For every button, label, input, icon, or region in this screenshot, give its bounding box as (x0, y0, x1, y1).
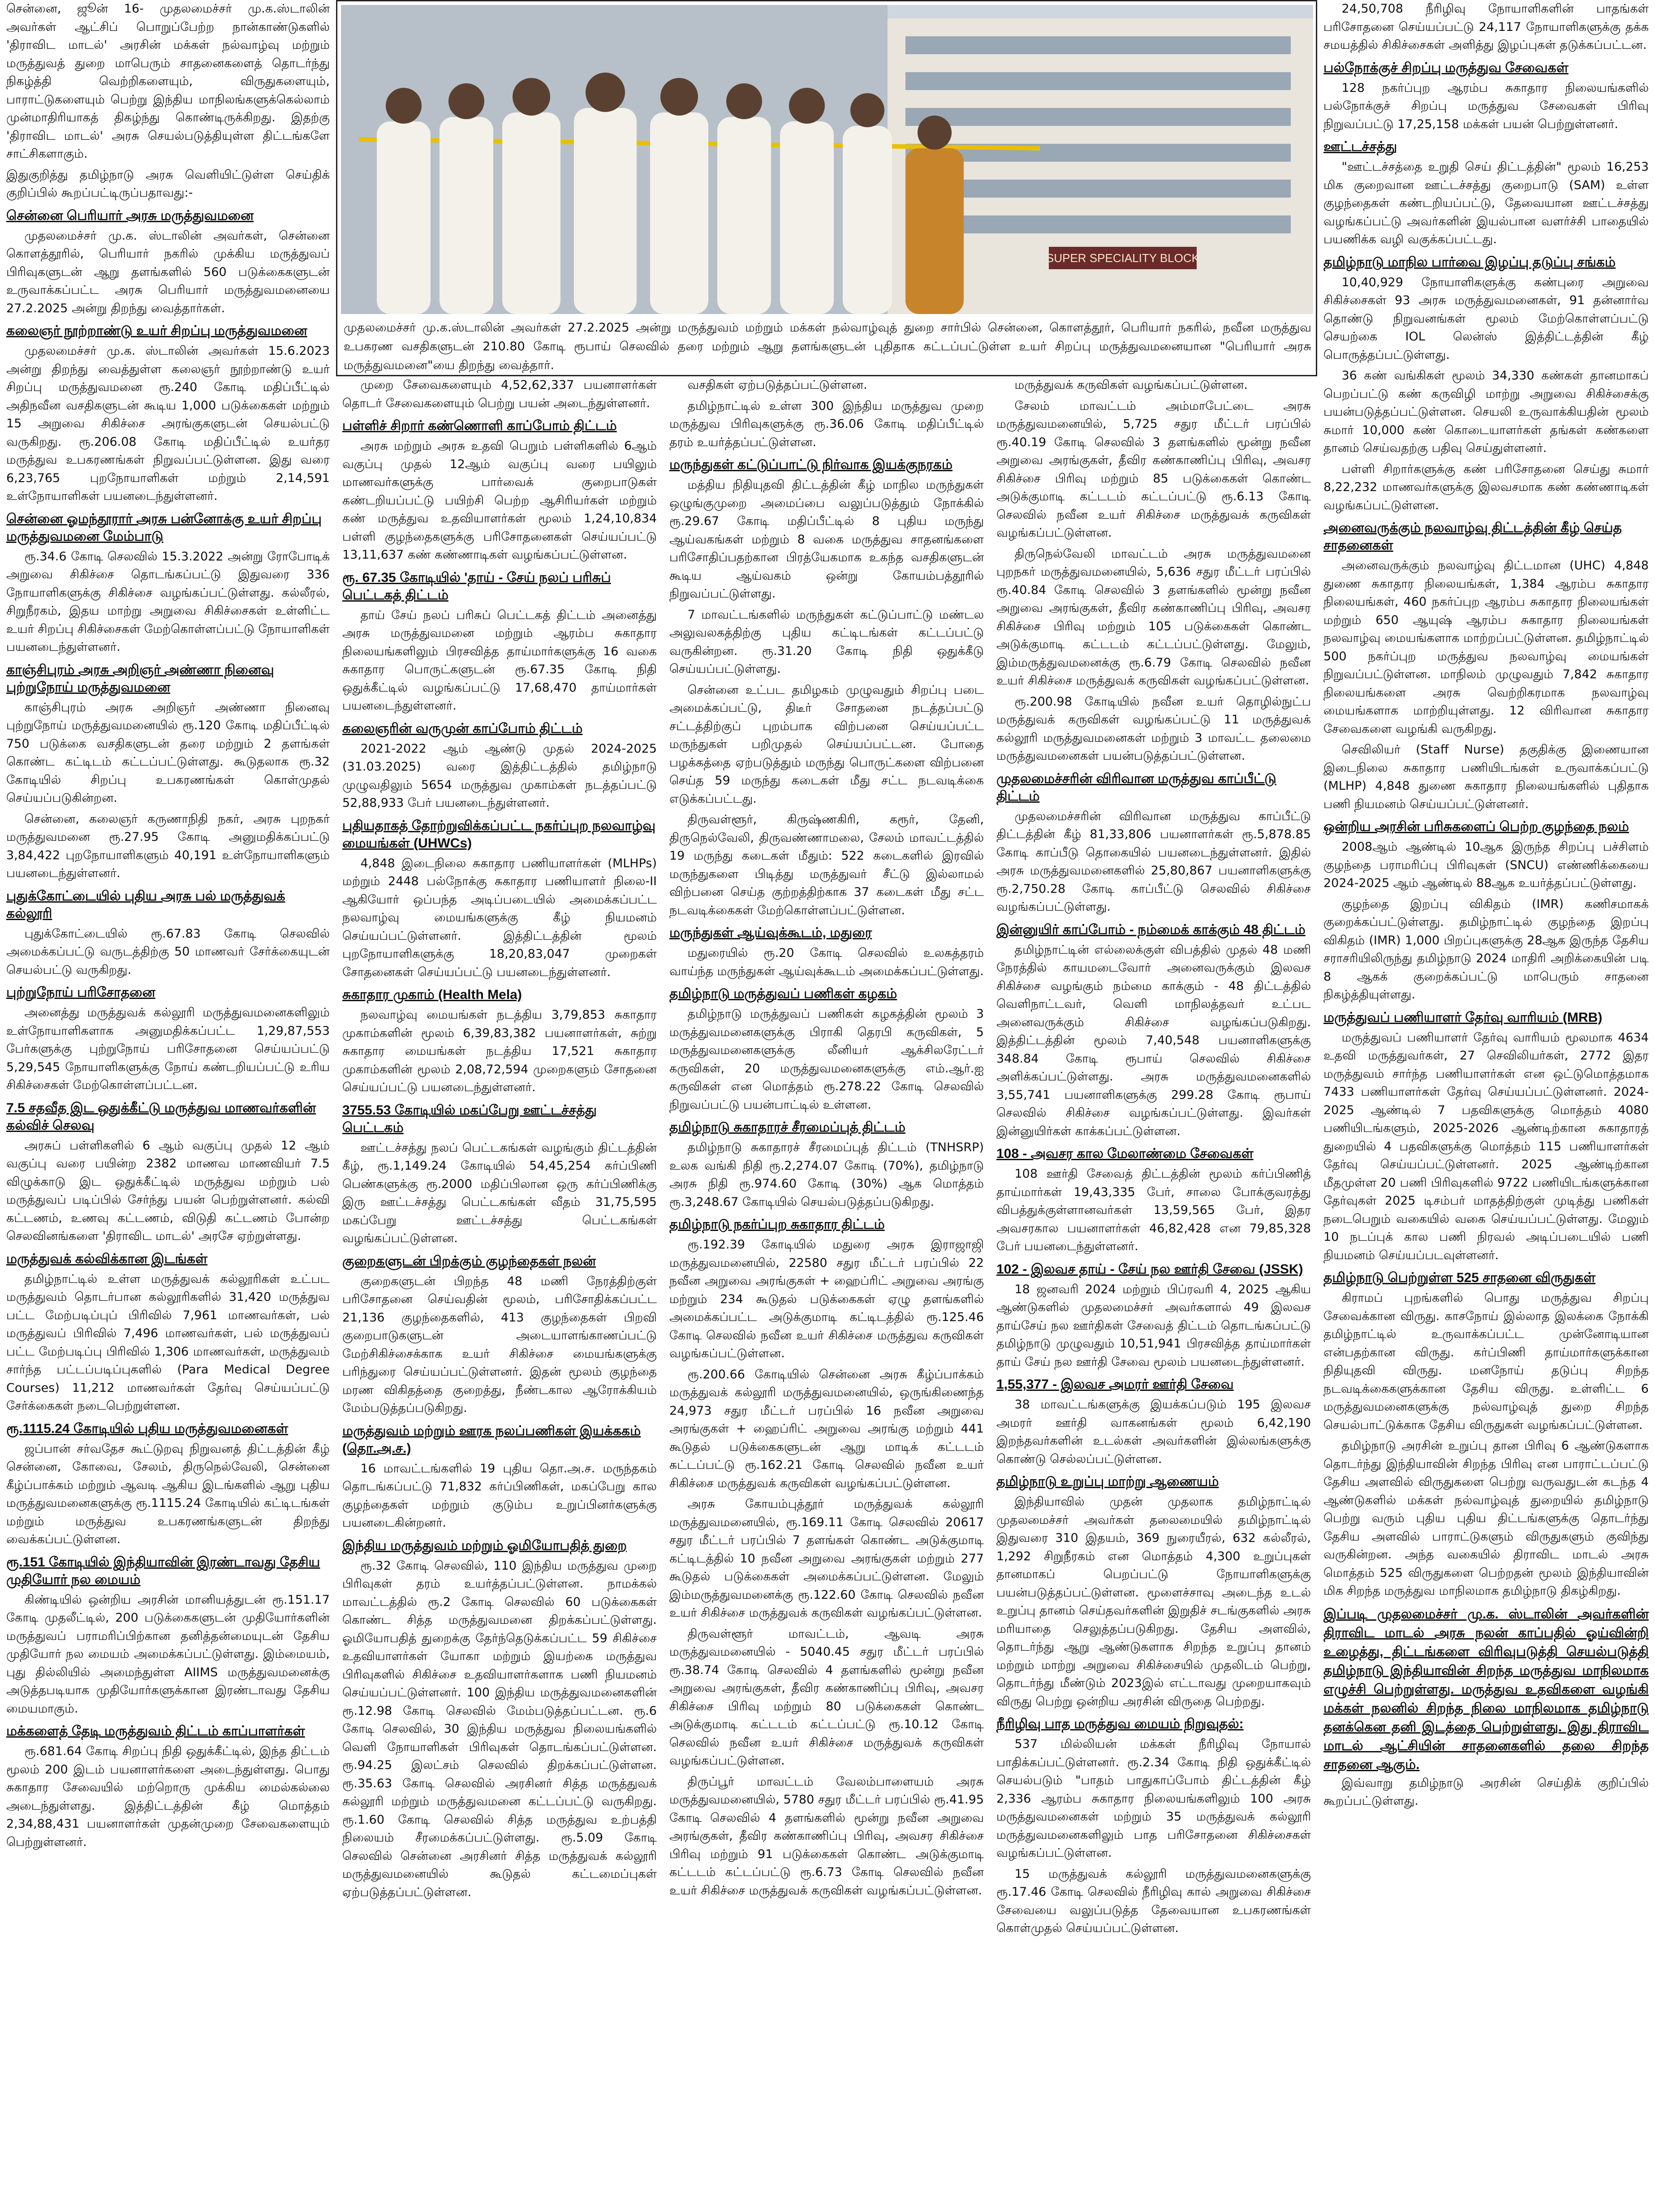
article-paragraph: திருநெல்வேலி மாவட்டம் அரசு மருத்துவமனை புறநகர் மருத்துவமனையில், 5,636 சதுர மீட்டர் பரப்பில் ரூ.40.84 கோடி செலவில் 3 தளங்களில் மூன்று நவீன அறுவை அரங்குகள், தீவிர கண்காணிப்பு பிரிவு, அவசர சிகிச்சை பிரிவு மற்றும் 105 படுக்கைகள் கொண்ட அடுக்குமாடி கட்டடம் கட்டப்பட்டுள்ளது. மேலும், இம்மருத்துவமனைக்கு ரூ.6.79 கோடி செலவில் நவீன உயர் சிகிச்சை மருத்துவக் கருவிகள் வழங்கப்பட்டுள்ளன. (996, 547, 1311, 688)
section-heading: தமிழ்நாடு சுகாதாரச் சீரமைப்புத் திட்டம் (669, 1120, 905, 1135)
article-paragraph: தாய் சேய் நலப் பரிசுப் பெட்டகத் திட்டம் அனைத்து அரசு மருத்துவமனை மற்றும் ஆரம்ப சுகாதார நிலையங்களிலும் பிரசவித்த தாய்மார்களுக்கு 16 வகை சுகாதார பொருட்களுடன் ரூ.67.35 கோடி நிதி ஒதுக்கீட்டில் வழங்கப்பட்டு 17,68,470 தாய்மார்கள் பயனடைந்துள்ளனர். (342, 608, 657, 713)
building-sign: SUPER SPECIALITY BLOCK (1046, 251, 1199, 265)
article-paragraph: 4,848 இடைநிலை சுகாதார பணியாளர்கள் (MLHPs) மற்றும் 2448 பல்நோக்கு சுகாதார பணியாளர் நிலை-II ஆகியோர் ஒப்பந்த அடிப்படையில் அமைக்கப்பட்ட நலவாழ்வு மையங்களுக்கு கீழ் நியமனம் செய்யப்பட்டுள்ளனர். இத்திட்டத்தின் மூலம் புறநோயாளிகளுக்கு 18,20,83,047 முறைகள் சோதனைகள் செய்யப்பட்டு பயனடைந்துள்ளனர். (342, 856, 657, 979)
article-paragraph: குழந்தை இறப்பு விகிதம் (IMR) கணிசமாகக் குறைக்கப்பட்டுள்ளது. தமிழ்நாட்டில் குழந்தை இறப்பு விகிதம் (IMR) 1,000 பிறப்புகளுக்கு 28ஆக இருந்த தேசிய சராசரியிலிருந்து தமிழ்நாடு 2024 மாதிரி அறிக்கையின் படி 8 ஆகக் குறைக்கப்பட்டு மாபெரும் சாதனை நிகழ்த்தியுள்ளது. (1323, 897, 1649, 1002)
article-paragraph: பள்ளி சிறார்களுக்கு கண் பரிசோதனை செய்து சுமார் 8,22,232 மாணவர்களுக்கு இலவசமாக கண் கண்ணாடிகள் வழங்கப்பட்டுள்ளன. (1323, 462, 1649, 512)
section-heading: பள்ளிச் சிறார் கண்ணொளி காப்போம் திட்டம் (342, 418, 617, 433)
section-heading: ஒன்றிய அரசின் பரிசுகளைப் பெற்ற குழந்தை நலம் (1323, 819, 1629, 834)
article-paragraph: திருவள்ளூர் மாவட்டம், ஆவடி அரசு மருத்துவமனையில் - 5040.45 சதுர மீட்டர் பரப்பில் ரூ.38.74 கோடி செலவில் 4 தளங்களில் மூன்று நவீன அறுவை அரங்குகள், தீவிர கண்காணிப்பு பிரிவு, அவசர சிகிச்சை பிரிவு மற்றும் 80 படுக்கைகள் கொண்ட அடுக்குமாடி கட்டடம் கட்டப்பட்டு ரூ.10.12 கோடி செலவில் நவீன உயர் சிகிச்சை மருத்துவக் கருவிகள் வழங்கப்பட்டுள்ளன. (669, 1627, 984, 1768)
section-heading: முதலமைச்சரின் விரிவான மருத்துவ காப்பீட்டு திட்டம் (996, 771, 1276, 804)
article-paragraph: தமிழ்நாடு சுகாதாரச் சீரமைப்புத் திட்டம் (TNHSRP) உலக வங்கி நிதி ரூ.2,274.07 கோடி (70%), தமிழ்நாடு அரசு நிதி ரூ.974.60 கோடி (30%) ஆக மொத்தம் ரூ.3,248.67 கோடியில் செயல்படுத்தப்படுகிறது. (669, 1140, 984, 1209)
article-paragraph: சென்னை உட்பட தமிழகம் முழுவதும் சிறப்பு படை அமைக்கப்பட்டு, திடீர் சோதனை நடத்தப்பட்டு சட்டத்திற்குப் புறம்பாக விற்பனை செய்யப்பட்ட மருந்துகள் பறிமுதல் செய்யப்பட்டன. போதை பழக்கத்தை ஏற்படுத்தும் மருந்து பொருட்களை விற்பனை செய்த 59 மருந்து கடைகள் மீது சட்ட நடவடிக்கை எடுக்கப்பட்டது. (669, 683, 984, 806)
article-paragraph: புதுக்கோட்டையில் ரூ.67.83 கோடி செலவில் அமைக்கப்பட்டு வருடத்திற்கு 50 மாணவர் சேர்க்கையுடன் செயல்பட்டு வருகிறது. (6, 926, 330, 977)
article-paragraph: தமிழ்நாடு மருத்துவப் பணிகள் கழகத்தின் மூலம் 3 மருத்துவமனைகளுக்கு பிராகி தெரபி கருவிகள், 5 மருத்துவமனைகளுக்கு லீனியர் ஆக்சிலரேட்டர் கருவிகள், 20 மருத்துவமனைகளுக்கு எம்.ஆர்.ஐ கருவிகள் என மொத்தம் ரூ.278.22 கோடி செலவில் நிறுவப்பட்டு பயன்பாட்டில் உள்ளன. (669, 1007, 984, 1112)
article-paragraph: 108 ஊர்தி சேவைத் திட்டத்தின் மூலம் கர்ப்பிணித் தாய்மார்கள் 19,43,335 பேர், சாலை போக்குவரத்து விபத்துக்குள்ளானவர்கள் 13,59,565 பேர், இதர அவசரகால பயனாளர்கள் 46,82,428 என 79,85,328 பேர் பயனடைந்துள்ளனர். (996, 1167, 1311, 1253)
article-paragraph: 128 நகர்ப்புற ஆரம்ப சுகாதார நிலையங்களில் பல்நோக்குச் சிறப்பு மருத்துவ சேவைகள் பிரிவு நிறுவப்பட்டு 17,25,158 மக்கள் பயன் பெற்றுள்ளனர். (1323, 81, 1649, 131)
article-paragraph: 18 ஜனவரி 2024 மற்றும் பிப்ரவரி 4, 2025 ஆகிய ஆண்டுகளில் முதலமைச்சர் அவர்களால் 49 இலவச தாய்சேய் நல ஊர்திகள் சேவைத் திட்டம் தொடங்கப்பட்டு தமிழ்நாடு முழுவதும் 10,51,941 பிரசவித்த தாய்மார்கள் தாய் சேய் நல ஊர்தி சேவை மூலம் பயனடைந்துள்ளனர். (996, 1282, 1311, 1369)
article-paragraph: ரூ.200.98 கோடியில் நவீன உயர் தொழில்நுட்ப மருத்துவக் கருவிகள் வழங்கப்பட்டு 11 மருத்துவக் கல்லூரி மருத்துவமனைகள் மற்றும் 3 மாவட்ட தலைமை மருத்துவமனைகள் பயன்படுத்தப்பட்டுள்ளன. (996, 694, 1311, 763)
article-paragraph: அரசு மற்றும் அரசு உதவி பெறும் பள்ளிகளில் 6ஆம் வகுப்பு முதல் 12ஆம் வகுப்பு வரை பயிலும் மாணவர்களுக்கு பார்வைக் குறைபாடுகள் கண்டறியப்பட்டு பயிற்சி பெற்ற ஆசிரியர்கள் மற்றும் கண் மருத்துவ உதவியாளர்கள் மூலம் 1,24,10,834 பள்ளி குழந்தைகளுக்கு பரிசோதனைகள் செய்யப்பட்டு 13,11,637 கண் கண்ணாடிகள் வழங்கப்பட்டுள்ளன. (342, 439, 657, 562)
article-paragraph: "ஊட்டச்சத்தை உறுதி செய் திட்டத்தின்" மூலம் 16,253 மிக குறைவான ஊட்டச்சத்து குறைபாடு (SAM) உள்ள குழந்தைகள் கண்டறியப்பட்டு, தேவையான ஊட்டச்சத்து வழங்கப்பட்டு அவர்களின் இயல்பான வளர்ச்சி பாதையில் பயணிக்க வழி வகுக்கப்பட்டது. (1323, 160, 1649, 246)
official-in-saree (905, 148, 964, 314)
article-paragraph: ரூ.200.66 கோடியில் சென்னை அரசு கீழ்ப்பாக்கம் மருத்துவக் கல்லூரி மருத்துவமனையில், ஒருங்கிணைந்த 24,973 சதுர மீட்டர் பரப்பில் 16 நவீன அறுவை அரங்குகள் + ஹைப்ரிட் அறுவை அரங்கு மற்றும் 441 கூடுதல் படுக்கைகளுடன் ஆறு மாடிக் கட்டடம் கட்டப்பட்டு ரூ.162.21 கோடி செலவில் நவீன உயர் சிகிச்சை மருத்துவக் கருவிகள் வழங்கப்பட்டுள்ளன. (669, 1367, 984, 1490)
article-paragraph: அனைவருக்கும் நலவாழ்வு திட்டமான (UHC) 4,848 துணை சுகாதார நிலையங்கள், 1,384 ஆரம்ப சுகாதார நிலையங்கள், 460 நகர்ப்புற ஆரம்ப சுகாதார நிலையங்கள் மற்றும் 650 ஆயுஷ் ஆரம்ப சுகாதார நிலையங்கள் நலவாழ்வு மையங்களாக மாற்றப்பட்டுள்ளன. தமிழ்நாட்டில் 500 நகர்ப்புற மருத்துவ நலவாழ்வு மையங்கள் நிறுவப்பட்டுள்ளன. மாநிலம் முழுவதும் 7,842 சுகாதார நிலையங்களை அரசு வெற்றிகரமாக நலவாழ்வு மையங்களாக மாற்றியுள்ளது. 12 விரிவான சுகாதார சேவைகளை வழங்கி வருகிறது. (1323, 559, 1649, 736)
section-heading: தமிழ்நாடு மாநில பார்வை இழப்பு தடுப்பு சங்கம் (1323, 254, 1616, 270)
section-heading: 102 - இலவச தாய் - சேய் நல ஊர்தி சேவை (JSSK) (996, 1261, 1303, 1277)
article-paragraph: 537 மில்லியன் மக்கள் நீரிழிவு நோயால் பாதிக்கப்பட்டுள்ளனர். ரூ.2.34 கோடி நிதி ஒதுக்கீட்டில் செயல்படும் "பாதம் பாதுகாப்போம் திட்டத்தின் கீழ் 2,336 ஆரம்ப சுகாதார நிலையங்களிலும் 100 அரசு மருத்துவமனைகள் மற்றும் 35 மருத்துவக் கல்லூரி மருத்துவமனைகளிலும் பாத பரிசோதனை சிகிச்சைகள் வழங்கப்பட்டுள்ளன. (996, 1737, 1311, 1860)
section-heading: பல்நோக்குச் சிறப்பு மருத்துவ சேவைகள் (1323, 60, 1569, 75)
article-paragraph: சென்னை, ஜூன் 16- முதலமைச்சர் மு.க.ஸ்டாலின் அவர்கள் ஆட்சிப் பொறுப்பேற்ற நான்காண்டுகளில் 'திராவிட மாடல்' அரசின் மக்கள் நல்வாழ்வு மற்றும் மருத்துவத் துறை மாபெரும் சாதனைகளைத் தொடர்ந்து நிகழ்த்தி வெற்றிகளையும், விருதுகளையும், பாராட்டுகளையும் பெற்று இந்திய மாநிலங்களுக்கெல்லாம் முன்மாதிரியாகத் திகழ்ந்து கொண்டிருக்கிறது. இதற்கு 'திராவிட மாடல்' அரசு செயல்படுத்தியுள்ள திட்டங்களே சாட்சிகளாகும். (6, 2, 330, 161)
article-paragraph: தமிழ்நாட்டில் உள்ள மருத்துவக் கல்லூரிகள் உட்பட மருத்துவம் தொடர்பான கல்லூரிகளில் 31,420 மருத்துவ பட்ட மேற்படிப்புப் பிரிவில் 7,961 மாணவர்கள், பல் மருத்துவப் பிரிவில் 7,496 மாணவர்கள், பல் மருத்துவப் பட்ட மேற்படிப்பு பிரிவில் 1,306 மாணவர்கள், மருத்துவம் சார்ந்த பட்டப்படிப்புகளில் (Para Medical Degree Courses) 11,212 மாணவர்கள் தேர்வு செய்யப்பட்டு சேர்க்கைகள் நடைபெற்றுள்ளன. (6, 1272, 330, 1413)
section-heading: புற்றுநோய் பரிசோதனை (6, 985, 155, 1000)
column-3 (663, 376, 990, 2212)
section-heading: மருத்துவப் பணியாளர் தேர்வு வாரியம் (MRB) (1323, 1010, 1603, 1025)
article-paragraph: தமிழ்நாடு அரசின் உறுப்பு தான பிரிவு 6 ஆண்டுகளாக தொடர்ந்து இந்தியாவின் சிறந்த பிரிவு என பாராட்டப்பட்டு தேசிய அளவில் விருதுகளை பெற்று வருவதுடன் கடந்த 4 ஆண்டுகளில் மக்கள் நல்வாழ்வுத் துறையில் தமிழ்நாடு பெற்று வரும் புதிய புதிய திட்டங்களுக்கு தொடர்ந்து தேசிய அளவில் பாராட்டுகளும் விருதுகளும் குவிந்து வருகின்றன. அந்த வகையில் திராவிட மாடல் அரசு மொத்தம் 525 விருதுகளை பெற்றதன் மூலம் இந்தியாவின் மிக சிறந்த மருத்துவ மாநிலமாக தமிழ்நாடு திகழ்கிறது. (1323, 1439, 1649, 1598)
article-paragraph: 16 மாவட்டங்களில் 19 புதிய தொ.அ.ச. மருந்தகம் தொடங்கப்பட்டு 71,832 கர்ப்பிணிகள், மகப்பேறு கால குழந்தைகள் மற்றும் குடும்ப உறுப்பினர்களுக்கு பயனடைகின்றனர். (342, 1461, 657, 1530)
article-paragraph: இவ்வாறு தமிழ்நாடு அரசின் செய்திக் குறிப்பில் கூறப்பட்டுள்ளது. (1323, 1776, 1649, 1808)
article-paragraph: 15 மருத்துவக் கல்லூரி மருத்துவமனைகளுக்கு ரூ.17.46 கோடி செலவில் நீரிழிவு கால் அறுவை சிகிச்சை சேவையை வலுப்படுத்த தேவையான உபகரணங்கள் கொள்முதல் செய்யப்பட்டுள்ளன. (996, 1867, 1311, 1935)
section-heading: 7.5 சதவீத இட ஒதுக்கீட்டு மருத்துவ மாணவர்களின் கல்விச் செலவு (6, 1100, 316, 1133)
section-heading: ரூ. 67.35 கோடியில் 'தாய் - சேய் நலப் பரிசுப் பெட்டகத் திட்டம் (342, 570, 611, 602)
section-heading: ரூ.1115.24 கோடியில் புதிய மருத்துவமனைகள் (6, 1421, 289, 1436)
article-paragraph: இந்தியாவில் முதன் முதலாக தமிழ்நாட்டில் முதலமைச்சர் அவர்கள் தலைமையில் தமிழ்நாட்டில் இதுவரை 310 இதயம், 369 நுரையீரல், 632 கல்லீரல், 1,292 சிறுநீரகம் என மொத்தம் 4,300 உறுப்புகள் தானமாகப் பெறப்பட்டு நோயாளிகளுக்கு பயன்படுத்தப்பட்டுள்ளன. மூளைச்சாவு அடைந்த உடல் உறுப்பு தானம் செய்தவர்களின் இறுதிச் சடங்குகளில் அரசு மரியாதை செலுத்தப்படுகிறது. தேசிய அளவில், தொடர்ந்து ஆறு ஆண்டுகளாக சிறந்த உறுப்பு தானம் மற்றும் மாற்று அறுவை சிகிச்சையில் முதலிடம் பெற்று, தொடர்ந்து மீண்டும் 2023இல் எட்டாவது முறையாகவும் விருது பெற்று ஒன்றிய அரசின் விருதை பெற்றது. (996, 1495, 1311, 1708)
section-heading: கலைஞரின் வருமுன் காப்போம் திட்டம் (342, 721, 583, 736)
dignitaries-group (377, 108, 892, 314)
article-paragraph: காஞ்சிபுரம் அரசு அறிஞர் அண்ணா நினைவு புற்றுநோய் மருத்துவமனையில் ரூ.120 கோடி மதிப்பீட்டில் 750 படுக்கை வசதிகளுடன் தரை மற்றும் 2 தளங்கள் கொண்ட கட்டிடம் கட்டப்பட்டுள்ளது. கூடுதலாக ரூ.32 கோடியில் சிறப்பு உபகரணங்கள் கொள்முதல் செய்யப்படுகின்றன. (6, 700, 330, 805)
section-heading: மக்களைத் தேடி மருத்துவம் திட்டம் காப்பாளர்கள் (6, 1724, 305, 1739)
section-heading: மருத்துவக் கல்விக்கான இடங்கள் (6, 1251, 208, 1266)
article-paragraph: ஜப்பான் சர்வதேச கூட்டுறவு நிறுவனத் திட்டத்தின் கீழ் சென்னை, கோவை, சேலம், திருநெல்வேலி, சென்னை கீழ்ப்பாக்கம் மற்றும் ஆவடி ஆகிய இடங்களில் ஆறு புதிய மருத்துவமனைகளுக்கு ரூ.1115.24 கோடியில் கட்டிடங்கள் மற்றும் மருத்துவ உபகரணங்களுடன் திறந்து வைக்கப்பட்டுள்ளன. (6, 1442, 330, 1546)
article-paragraph: 36 கண் வங்கிகள் மூலம் 34,330 கண்கள் தானமாகப் பெறப்பட்டு கண் கருவிழி மாற்று அறுவை சிகிச்சைக்கு பயன்படுத்தப்பட்டுள்ளன. செயலி உருவாக்கியதின் மூலம் சுமார் 10,000 கண் கொடையாளர்கள் தங்கள் கண்களை தானம் செய்வதற்கு பதிவு செய்துள்ளனர். (1323, 369, 1649, 455)
section-heading: சுகாதார முகாம் (Health Mela) (342, 987, 522, 1002)
article-paragraph: அரசு கோயம்புத்தூர் மருத்துவக் கல்லூரி மருத்துவமனையில், ரூ.169.11 கோடி செலவில் 20617 சதுர மீட்டர் பரப்பில் 7 தளங்கள் கொண்ட அடுக்குமாடி கட்டிடத்தில் 10 நவீன அறுவை அரங்குகள் மற்றும் 277 கூடுதல் படுக்கைகள் அமைக்கப்பட்டுள்ளன. மேலும் இம்மருத்துவமனைக்கு ரூ.122.60 கோடி செலவில் நவீன உயர் சிகிச்சை மருத்துவக் கருவிகள் வழங்கப்பட்டுள்ளன. (669, 1497, 984, 1620)
article-paragraph: இதுகுறித்து தமிழ்நாடு அரசு வெளியிட்டுள்ள செய்திக் குறிப்பில் கூறப்பட்டிருப்பதாவது:- (6, 168, 330, 200)
article-paragraph: கிராமப் புறங்களில் பொது மருத்துவ சிறப்பு சேவைக்கான விருது. காசநோய் இல்லாத இலக்கை நோக்கி தமிழ்நாட்டில் உருவாக்கப்பட்ட முன்னோடியான என்பதற்கான விருது. கர்ப்பிணி தாய்மார்களுக்கான நிதியுதவி விருது. மனநோய் தடுப்பு சிறந்த நடவடிக்கைகளுக்கான தேசிய விருது. உள்ளிட்ட 6 மருத்துவமனைகளுக்கு நல்வாழ்வுத் துறை சிறந்த செயல்பாட்டுக்காக தேசிய விருதுகள் வழங்கப்பட்டுள்ளன. (1323, 1291, 1649, 1432)
section-heading: 3755.53 கோடியில் மகப்பேறு ஊட்டச்சத்து பெட்டகம் (342, 1102, 597, 1135)
article-paragraph: 2021-2022 ஆம் ஆண்டு முதல் 2024-2025 (31.03.2025) வரை இத்திட்டத்தில் தமிழ்நாடு முழுவதிலும் 5654 மருத்துவ முகாம்கள் நடத்தப்பட்டு 52,88,933 பேர் பயனடைந்துள்ளனர். (342, 741, 657, 810)
column-5 (1317, 0, 1655, 2212)
section-heading: இன்னுயிர் காப்போம் - நம்மைக் காக்கும் 48 திட்டம் (996, 922, 1306, 937)
section-heading: மருத்துவம் மற்றும் ஊரக நலப்பணிகள் இயக்ககம் (தொ.அ.ச.) (342, 1423, 641, 1456)
section-heading: குறைகளுடன் பிறக்கும் குழந்தைகள் நலன் (342, 1253, 596, 1269)
article-paragraph: குறைகளுடன் பிறந்த 48 மணி நேரத்திற்குள் பரிசோதனை செய்வதின் மூலம், பரிசோதிக்கப்பட்ட 21,136 குழந்தைகளில், 413 குழந்தைகள் பிறவி குறைபாடுகளுடன் அடையாளங்காணப்பட்டு மேற்சிகிச்சைக்காக உயர் சிகிச்சை மையங்களுக்கு பரிந்துரை செய்யப்பட்டுள்ளனர். இதன் மூலம் குழந்தை மரண விகிதத்தை குறைத்து, நீண்டகால ஆரோக்கியம் மேம்படுத்தப்படுகிறது. (342, 1274, 657, 1415)
article-paragraph: திருவள்ளூர், கிருஷ்ணகிரி, கரூர், தேனி, திருநெல்வேலி, திருவண்ணாமலை, சேலம் மாவட்டத்தில் 19 மருந்து கடைகள் மீதும்: 522 கடைகளில் இரவில் மருந்துகளை பிடித்து மருத்துவர் சீட்டு இல்லாமல் விற்பனை செய்த குற்றத்திற்காக 37 கடைகள் மீது சட்ட நடவடிக்கைகள் மேற்கொள்ளப்பட்டுள்ளன. (669, 813, 984, 917)
section-heading: 1,55,377 - இலவச அமரர் ஊர்தி சேவை (996, 1377, 1234, 1392)
closing-paragraph: இப்படி முதலமைச்சர் மு.க. ஸ்டாலின் அவர்களின் திராவிட மாடல் அரசு நலன் காப்பதில் ஓய்வின்றி உழைத்து, திட்டங்களை விரிவுபடுத்தி செயல்படுத்தி தமிழ்நாடு இந்தியாவின் சிறந்த மருத்துவ மாநிலமாக எழுச்சி பெற்றுள்ளது. மருத்துவ உதவிகளை வழங்கி மக்கள் நலனில் சிறந்த நிலை மாநிலமாக தமிழ்நாடு தனக்கென தனி இடத்தை பெற்றுள்ளது. இது திராவிட மாடல் ஆட்சியின் சாதனைகளில் தலை சிறந்த சாதனை ஆகும். (1323, 1606, 1649, 1772)
section-heading: தமிழ்நாடு நகர்ப்புற சுகாதார திட்டம் (669, 1217, 885, 1232)
article-paragraph: திருப்பூர் மாவட்டம் வேலம்பாளையம் அரசு மருத்துவமனையில், 5780 சதுர மீட்டர் பரப்பில் ரூ.41.95 கோடி செலவில் 4 தளங்களில் மூன்று நவீன அறுவை அரங்குகள், தீவிர கண்காணிப்பு பிரிவு, அவசர சிகிச்சை பிரிவு மற்றும் 91 படுக்கைகள் கொண்ட அடுக்குமாடி கட்டடம் கட்டப்பட்டு ரூ.6.73 கோடி செலவில் நவீன உயர் சிகிச்சை மருத்துவக் கருவிகள் வழங்கப்பட்டுள்ளன. (669, 1774, 984, 1898)
article-paragraph: மத்திய நிதியுதவி திட்டத்தின் கீழ் மாநில மருந்துகள் ஒழுங்குமுறை அமைப்பை வலுப்படுத்தும் நோக்கில் ரூ.29.67 கோடி மதிப்பீட்டில் 8 புதிய மருந்து ஆய்வகங்கள் மற்றும் 8 வகை மருத்துவ சாதனங்களை பரிசோதிப்பதற்கான பிரத்யேகமாக உகந்த வசதிகளுடன் கூடிய ஆய்வகம் ஒன்று கோயம்பத்தூரில் நிறுவப்பட்டுள்ளது. (669, 478, 984, 601)
section-heading: மருந்துகள் கட்டுப்பாட்டு நிர்வாக இயக்குநரகம் (669, 457, 953, 472)
article-paragraph: கிண்டியில் ஒன்றிய அரசின் மானியத்துடன் ரூ.151.17 கோடி முதலீட்டில், 200 படுக்கைகளுடன் முதியோர்களின் மருத்துவப் பராமரிப்பிற்கான தனித்தன்மையுடன் தேசிய முதியோர் நல மையம் அமைக்கப்பட்டுள்ளது. இம்மையம், புது தில்லியில் அமைந்துள்ள AIIMS மருத்துவமனைக்கு அடுத்தபடியாக முதியோர்களுக்கான இரண்டாவது தேசிய மையமாகும். (6, 1592, 330, 1716)
section-heading: நீரிழிவு பாத மருத்துவ மையம் நிறுவுதல்: (996, 1717, 1244, 1731)
section-heading: ரூ.151 கோடியில் இந்தியாவின் இரண்டாவது தேசிய முதியோர் நல மையம் (6, 1554, 320, 1587)
article-paragraph: நலவாழ்வு மையங்கள் நடத்திய 3,79,853 சுகாதார முகாம்களின் மூலம் 6,39,83,382 பயனாளர்கள், சுற்று சுகாதார மையங்கள் நடத்திய 17,521 சுகாதார முகாம்களின் மூலம் 2,08,72,594 முறைகளும் சோதனை செய்யப்பட்டு பயனடைந்துள்ளனர். (342, 1008, 657, 1094)
inauguration-photo (341, 5, 1313, 314)
section-heading: தமிழ்நாடு மருத்துவப் பணிகள் கழகம் (669, 986, 897, 1001)
photo-caption: முதலமைச்சர் மு.க.ஸ்டாலின் அவர்கள் 27.2.2025 அன்று மருத்துவம் மற்றும் மக்கள் நல்வாழ்வுத் துறை சார்பில் சென்னை, கொளத்தூர், பெரியார் நகரில், நவீன மருத்துவ உபகரண வசதிகளுடன் 210.80 கோடி ரூபாய் செலவில் தரை மற்றும் ஆறு தளங்களுடன் புதிதாக கட்டப்பட்டுள்ள உயர் சிறப்பு மருத்துவமனையான "பெரியார் அரசு மருத்துவமனை"யை திறந்து வைத்தார். (344, 321, 1311, 372)
article-paragraph: செவிலியர் (Staff Nurse) தகுதிக்கு இணையான இடைநிலை சுகாதார பணியிடங்கள் உருவாக்கப்பட்டு (MLHP) 4,848 துணை சுகாதார நிலையங்களில் புதிதாக பணி நியமனம் செய்யப்பட்டுள்ளனர். (1323, 743, 1649, 811)
section-heading: புதுக்கோட்டையில் புதிய அரசு பல் மருத்துவக் கல்லூரி (6, 888, 285, 921)
article-paragraph: மருத்துவக் கருவிகள் வழங்கப்பட்டுள்ளன. (1014, 378, 1248, 392)
article-paragraph: முதலமைச்சரின் விரிவான மருத்துவ காப்பீட்டு திட்டத்தின் கீழ் 81,33,806 பயனாளர்கள் ரூ.5,878.85 கோடி காப்பீடு தொகையில் பயனடைந்துள்ளனர். இதில் அரசு மருத்துவமனைகளில் 25,80,867 பயனாளிகளுக்கு ரூ.2,750.28 கோடி காப்பீட்டு செலவில் சிகிச்சை வழங்கப்பட்டுள்ளது. (996, 809, 1311, 914)
section-heading: 108 - அவசர கால மேலாண்மை சேவைகள் (996, 1146, 1254, 1161)
section-heading: தமிழ்நாடு உறுப்பு மாற்று ஆணையம் (996, 1474, 1219, 1489)
section-heading: புதியதாகத் தோற்றுவிக்கப்பட்ட நகர்ப்புற நலவாழ்வு மையங்கள் (UHWCs) (342, 818, 656, 851)
section-heading: அனைவருக்கும் நலவாழ்வு திட்டத்தின் கீழ் செய்த சாதனைகள் (1323, 521, 1622, 553)
news-photo-block (336, 0, 1317, 376)
article-paragraph: சென்னை, கலைஞர் கருணாநிதி நகர், அரசு புறநகர் மருத்துவமனை ரூ.27.95 கோடி அனுமதிக்கப்பட்டு 3,84,422 புறநோயாளிகளும் 40,191 உள்நோயாளிகளும் பயனடைந்துள்ளனர். (6, 812, 330, 880)
section-heading: சென்னை பெரியார் அரசு மருத்துவமனை (6, 208, 254, 223)
article-paragraph: தமிழ்நாட்டில் உள்ள 300 இந்திய மருத்துவ முறை மருத்துவ பிரிவுகளுக்கு ரூ.36.06 கோடி மதிப்பீட்டில் தரம் உயர்த்தப்பட்டுள்ளன. (669, 399, 984, 449)
section-heading: கலைஞர் நூற்றாண்டு உயர் சிறப்பு மருத்துவமனை (6, 323, 307, 338)
section-heading: மருந்துகள் ஆய்வுக்கூடம், மதுரை (669, 925, 872, 940)
article-paragraph: ரூ.192.39 கோடியில் மதுரை அரசு இராஜாஜி மருத்துவமனையில், 22580 சதுர மீட்டர் பரப்பில் 22 நவீன அறுவை அரங்குகள் + ஹைப்ரிட் அறுவை அரங்கு மற்றும் 234 கூடுதல் படுக்கைகள் ஏழு தளங்களில் அமைக்கப்பட்ட அடுக்குமாடி கட்டிடத்தில் ரூ.125.46 கோடி செலவில் நவீன உயர் சிகிச்சை மருத்துவ கருவிகள் வழங்கப்பட்டுள்ளன. (669, 1238, 984, 1360)
section-heading: காஞ்சிபுரம் அரசு அறிஞர் அண்ணா நினைவு புற்றுநோய் மருத்துவமனை (6, 662, 274, 695)
section-heading: இந்திய மருத்துவம் மற்றும் ஓமியோபதித் துறை (342, 1538, 627, 1553)
article-paragraph: வசதிகள் ஏற்படுத்தப்பட்டுள்ளன. (687, 378, 867, 392)
article-paragraph: 2008ஆம் ஆண்டில் 10ஆக இருந்த சிறப்பு பச்சிளம் குழந்தை பராமரிப்பு பிரிவுகள் (SNCU) எண்ணிக்கையை 2024-2025 ஆம் ஆண்டில் 88ஆக உயர்த்தப்பட்டுள்ளது. (1323, 840, 1649, 890)
article-paragraph: அரசுப் பள்ளிகளில் 6 ஆம் வகுப்பு முதல் 12 ஆம் வகுப்பு வரை பயின்ற 2382 மாணவ மாணவியர் 7.5 விழுக்காடு இட ஒதுக்கீட்டில் மருத்துவ மற்றும் பல் மருத்துவப் படிப்பில் சேர்ந்து பயன் பெற்றுள்ளனர். கல்வி கட்டணம், உணவு கட்டணம், விடுதி கட்டணம் போன்ற செலவினங்களை 'திராவிட மாடல்' அரசே ஏற்றுள்ளது. (6, 1138, 330, 1243)
article-paragraph: முதலமைச்சர் மு.க. ஸ்டாலின் அவர்கள், சென்னை கொளத்தூரில், பெரியார் நகரில் முக்கிய மருத்துவப் பிரிவுகளுடன் ஆறு தளங்களில் 560 படுக்கைகளுடன் உருவாக்கப்பட்ட அரசு பெரியார் மருத்துவமனையை 27.2.2025 அன்று திறந்து வைத்தார்கள். (6, 228, 330, 315)
article-paragraph: ரூ.32 கோடி செலவில், 110 இந்திய மருத்துவ முறை பிரிவுகள் தரம் உயர்த்தப்பட்டுள்ளன. நாமக்கல் மாவட்டத்தில் ரூ.2 கோடி செலவில் 60 படுக்கைகள் கொண்ட சித்த மருத்துவமனை திறக்கப்பட்டுள்ளது. ஓமியோபதித் துறைக்கு தேர்ந்தெடுக்கப்பட்ட 59 சிகிச்சை உதவியாளர்கள் யோகா மற்றும் இயற்கை மருத்துவ பிரிவுகளில் சிகிச்சை உதவியாளர்களாக பணி நியமனம் செய்யப்பட்டுள்ளனர். 100 இந்திய மருத்துவமனைகளின் ரூ.12.98 கோடி செலவில் மேம்படுத்தப்பட்டன. ரூ.6 கோடி செலவில், 30 இந்திய மருத்துவ நிலையங்களில் வெளி நோயாளிகள் பிரிவுகள் தொடங்கப்பட்டுள்ளன. ரூ.94.25 இலட்சம் செலவில் திறக்கப்பட்டுள்ளன. ரூ.35.63 கோடி செலவில் அரசினர் சித்த மருத்துவக் கல்லூரி மற்றும் மருத்துவமனை கட்டப்பட்டு வருகிறது. ரூ.1.60 கோடி செலவில் சித்த மருத்துவ உற்பத்தி நிலையம் சீரமைக்கப்பட்டுள்ளது. ரூ.5.09 கோடி செலவில் சென்னை அரசினர் சித்த மருத்துவக் கல்லூரி மருத்துவமனையில் கூடுதல் கட்டமைப்புகள் ஏற்படுத்தப்பட்டுள்ளன. (342, 1558, 657, 1899)
article-paragraph: 10,40,929 நோயாளிகளுக்கு கண்புரை அறுவை சிகிச்சைகள் 93 அரசு மருத்துவமனைகள், 91 தன்னார்வ தொண்டு நிறுவனங்கள் மூலம் மேற்கொள்ளப்பட்டு செயற்கை IOL லென்ஸ் இத்திட்டத்தின் கீழ் பொருத்தப்பட்டுள்ளது. (1323, 275, 1649, 362)
article-paragraph: ரூ.681.64 கோடி சிறப்பு நிதி ஒதுக்கீட்டில், இந்த திட்டம் மூலம் 200 இடம் பயனாளர்களை அடைந்துள்ளது. பொது சுகாதார சேவையில் மற்றொரு முக்கிய மைல்கல்லை அடைந்துள்ளது. இத்திட்டத்தின் கீழ் மொத்தம் 2,34,88,431 பயனாளர்கள் முதன்முறை சேவைகளையும் பெற்றுள்ளனர். (6, 1744, 330, 1849)
article-paragraph: முறை சேவைகளையும் 4,52,62,337 பயனாளர்கள் தொடர் சேவைகளையும் பெற்று பயன் அடைந்துள்ளனர். (342, 378, 657, 410)
article-paragraph: மருத்துவப் பணியாளர் தேர்வு வாரியம் மூலமாக 4634 உதவி மருத்துவர்கள், 27 செவிலியர்கள், 2772 இதர மருத்துவம் சார்ந்த பணியாளர்கள் என ஒட்டுமொத்தமாக 7433 பணியாளர்கள் தேர்வு செய்யப்பட்டுள்ளனர். 2024-2025 ஆண்டில் 7 பதவிகளுக்கு மொத்தம் 4080 பணியிடங்களும், 2025-2026 ஆண்டிற்கான சுகாதாரத் துறையில் 4 பதவிகளுக்கு மொத்தம் 115 பணியாளர்கள் தேர்வு செய்யப்பட்டுள்ளனர். 2025 ஆண்டிற்கான மீதமுள்ள 20 பணி பிரிவுகளில் 9722 பணியிடங்களுக்கான தேர்வுகள் 2025 டிசம்பர் மாதத்திற்குள் முடித்து பணிகள் நடைபெறும் வகையில் வகை செய்யப்பட்டுள்ளது. மேலும் 10 நடப்புக் கால பணி நிரவல் அடிப்படையில் பணி நியமனம் செய்யப்படவுள்ளனர். (1323, 1030, 1649, 1262)
article-paragraph: அனைத்து மருத்துவக் கல்லூரி மருத்துவமனைகளிலும் உள்நோயாளிகளாக அனுமதிக்கப்பட்ட 1,29,87,553 பேர்களுக்கு புற்றுநோய் பரிசோதனை செய்யப்பட்டு 5,29,545 நோயாளிகளுக்கு நோய் கண்டறியப்பட்டு உரிய சிகிச்சைகள் மேற்கொள்ளப்பட்டன. (6, 1006, 330, 1092)
section-heading: ஊட்டச்சத்து (1323, 139, 1397, 154)
column-1 (0, 0, 336, 2212)
article-paragraph: 24,50,708 நீரிழிவு நோயாளிகளின் பாதங்கள் பரிசோதனை செய்யப்பட்டு 24,117 நோயாளிகளுக்கு தக்க சமயத்தில் சிகிச்சைகள் அளித்து இழப்புகள் தடுக்கப்பட்டன. (1323, 2, 1649, 52)
section-heading: தமிழ்நாடு பெற்றுள்ள 525 சாதனை விருதுகள் (1323, 1270, 1596, 1285)
inauguration-photo-graphic (341, 5, 1313, 314)
article-paragraph: 7 மாவட்டங்களில் மருந்துகள் கட்டுப்பாட்டு மண்டல அலுவலகத்திற்கு புதிய கட்டிடங்கள் கட்டப்பட்டு வருகின்றன. ரூ.31.20 கோடி நிதி ஒதுக்கீடு செய்யப்பட்டுள்ளது. (669, 607, 984, 676)
article-paragraph: ஊட்டச்சத்து நலப் பெட்டகங்கள் வழங்கும் திட்டத்தின் கீழ், ரூ.1,149.24 கோடியில் 54,45,254 கர்ப்பிணி பெண்களுக்கு ரூ.2000 மதிப்பிலான ஒரு கர்ப்பிணிக்கு இரு ஊட்டச்சத்து பெட்டகங்கள் வீதம் 31,75,595 மகப்பேறு ஊட்டச்சத்து பெட்டகங்கள் வழங்கப்பட்டுள்ளன. (342, 1140, 657, 1245)
article-paragraph: முதலமைச்சர் மு.க. ஸ்டாலின் அவர்கள் 15.6.2023 அன்று திறந்து வைத்துள்ள கலைஞர் நூற்றாண்டு உயர் சிறப்பு மருத்துவமனை ரூ.240 கோடி மதிப்பீட்டில் அதிநவீன வசதிகளுடன் கூடிய 1,000 படுக்கைகள் மற்றும் 15 அறுவை சிகிச்சை அரங்குகளுடன் செயல்பட்டு வருகிறது. ரூ.206.08 கோடி மதிப்பீட்டில் உயர்தர மருத்துவ உபகரணங்கள் நிறுவப்பட்டுள்ளன. இது வரை 6,23,765 புறநோயாளிகள் மற்றும் 2,14,591 உள்நோயாளிகள் பயனடைந்துள்ளனர். (6, 344, 330, 503)
section-heading: சென்னை ஓமந்தூரார் அரசு பன்னோக்கு உயர் சிறப்பு மருத்துவமனை மேம்பாடு (6, 511, 322, 544)
column-4 (990, 376, 1317, 2212)
article-paragraph: சேலம் மாவட்டம் அம்மாபேட்டை அரசு மருத்துவமனையில், 5,725 சதுர மீட்டர் பரப்பில் ரூ.40.19 கோடி செலவில் 3 தளங்களில் மூன்று நவீன அறுவை அரங்குகள், தீவிர கண்காணிப்பு பிரிவு, அவசர சிகிச்சை பிரிவு மற்றும் 85 படுக்கைகள் கொண்ட அடுக்குமாடி கட்டடம் கட்டப்பட்டு ரூ.6.13 கோடி செலவில் நவீன உயர் சிகிச்சை மருத்துவக் கருவிகள் வழங்கப்பட்டுள்ளன. (996, 399, 1311, 540)
column-2 (336, 376, 663, 2212)
article-paragraph: ரூ.34.6 கோடி செலவில் 15.3.2022 அன்று ரோபோடிக் அறுவை சிகிச்சை தொடங்கப்பட்டு இதுவரை 336 நோயாளிகளுக்கு சிகிச்சை வழங்கப்பட்டுள்ளது. கல்லீரல், சிறுநீரகம், இதய மாற்று அறுவை சிகிச்சைகள் உள்ளிட்ட உயர் சிறப்பு சிகிச்சைகள் மேற்கொள்ளப்பட்டு நோயாளிகள் பயனடைந்துள்ளனர். (6, 549, 330, 654)
article-paragraph: 38 மாவட்டங்களுக்கு இயக்கப்படும் 195 இலவச அமரர் ஊர்தி வாகனங்கள் மூலம் 6,42,190 இறந்தவர்களின் உடல்கள் அவர்களின் இல்லங்களுக்கு கொண்டு செல்லப்பட்டுள்ளன. (996, 1398, 1311, 1466)
article-paragraph: மதுரையில் ரூ.20 கோடி செலவில் உலகத்தரம் வாய்ந்த மருந்துகள் ஆய்வுக்கூடம் அமைக்கப்பட்டுள்ளது. (669, 946, 984, 978)
article-paragraph: தமிழ்நாட்டின் எல்லைக்குள் விபத்தில் முதல் 48 மணி நேரத்தில் காயமடைவோர் அனைவருக்கும் இலவச சிகிச்சை வழங்கும் நம்மை காக்கும் - 48 திட்டத்தில் வெளிநாட்டவர், வெளி மாநிலத்தவர் உட்பட அனைவருக்கும் சிகிச்சை வழங்கப்படுகிறது. இத்திட்டத்தின் மூலம் 7,40,548 பயனாளிகளுக்கு 348.84 கோடி ரூபாய் செலவில் சிகிச்சை அளிக்கப்பட்டுள்ளது. அரசு மருத்துவமனைகளில் 3,55,741 பயனாளிகளுக்கு 299.28 கோடி ரூபாய் செலவில் சிகிச்சை வழங்கப்பட்டுள்ளது. இவர்கள் இன்னுயிர்கள் காக்கப்பட்டுள்ளன. (996, 942, 1311, 1138)
